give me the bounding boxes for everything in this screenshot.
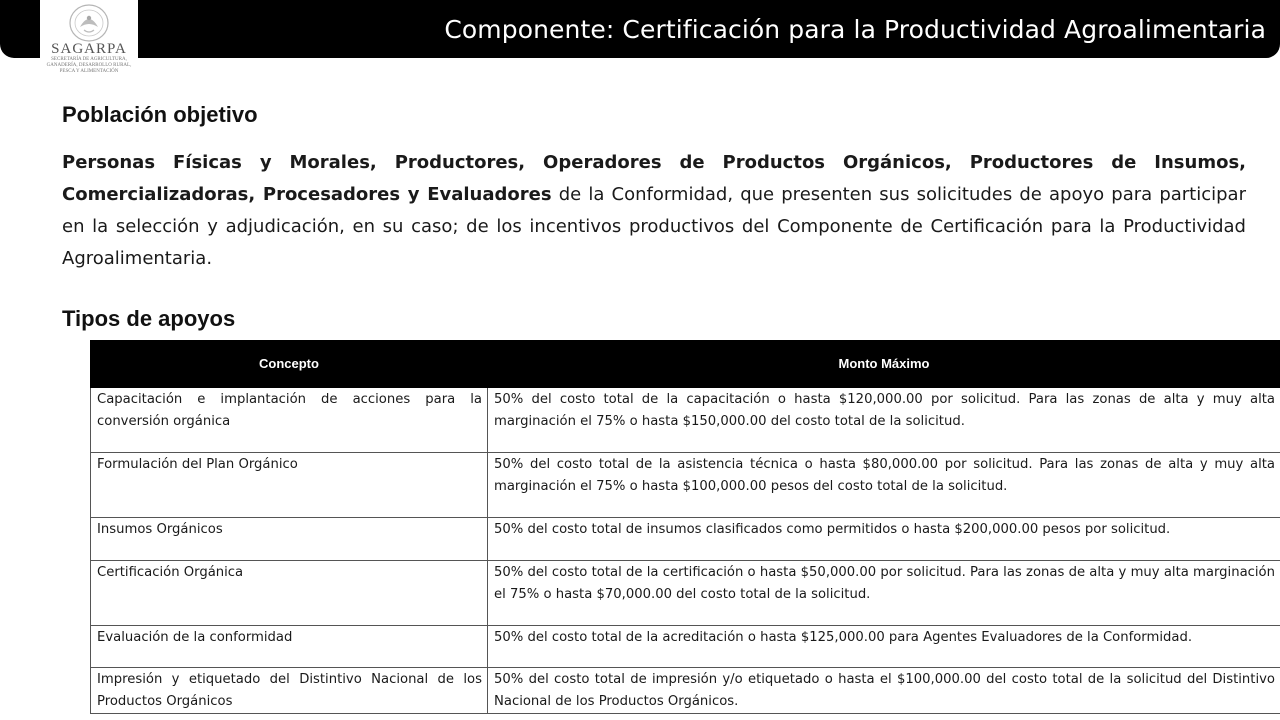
- column-header-concepto: Concepto: [91, 341, 488, 388]
- eagle-seal-icon: [67, 3, 111, 43]
- table-row: [91, 453, 1280, 518]
- cell-concepto: Insumos Orgánicos: [91, 518, 488, 561]
- header-bar: [0, 0, 1280, 58]
- table-row: [91, 388, 1280, 453]
- table-row: [91, 668, 1280, 714]
- apoyos-table: [90, 340, 1280, 714]
- poblacion-heading: Población objetivo: [62, 102, 258, 127]
- cell-concepto: Formulación del Plan Orgánico: [91, 453, 488, 518]
- tipos-heading: Tipos de apoyos: [62, 306, 236, 331]
- poblacion-normal-text: de la Conformidad, que presenten sus solicitudes de apoyo para participar en la selección y adjudicación, en su caso; de los incentivos productivos del Componente de Certificación para la Productividad Agroalimentaria.: [62, 184, 1246, 269]
- logo-subtext: SECRETARÍA DE AGRICULTURA, GANADERÍA, DESARROLLO RURAL, PESCA Y ALIMENTACIÓN: [46, 57, 132, 74]
- cell-concepto: Capacitación e implantación de acciones para la conversión orgánica: [91, 388, 488, 453]
- cell-monto: 50% del costo total de insumos clasificados como permitidos o hasta $200,000.00 pesos por solicitud.: [488, 518, 1280, 561]
- poblacion-bold-text: Personas Físicas y Morales, Productores, Operadores de Productos Orgánicos, Productores de Insumos, Comercializadoras, Procesadores y Evaluadores: [62, 152, 1246, 205]
- cell-monto: 50% del costo total de la capacitación o hasta $120,000.00 por solicitud. Para las zonas de alta y muy alta marginación el 75% o hasta $150,000.00 del costo total de la solicitud.: [488, 388, 1280, 453]
- page-title: Componente: Certificación para la Productividad Agroalimentaria: [444, 15, 1266, 44]
- cell-monto: 50% del costo total de la asistencia técnica o hasta $80,000.00 por solicitud. Para las zonas de alta y muy alta marginación el 75% o hasta $100,000.00 pesos del costo total de la solicitud.: [488, 453, 1280, 518]
- cell-concepto: Certificación Orgánica: [91, 561, 488, 626]
- table-row: [91, 518, 1280, 561]
- cell-monto: 50% del costo total de impresión y/o etiquetado o hasta el $100,000.00 del costo total de la solicitud del Distintivo Nacional de los Productos Orgánicos.: [488, 668, 1280, 714]
- table-row: [91, 626, 1280, 668]
- sagarpa-logo: [40, 0, 138, 84]
- column-header-monto: Monto Máximo: [488, 341, 1280, 388]
- cell-concepto: Evaluación de la conformidad: [91, 626, 488, 668]
- cell-monto: 50% del costo total de la certificación o hasta $50,000.00 por solicitud. Para las zonas de alta y muy alta marginación el 75% o hasta $70,000.00 del costo total de la solicitud.: [488, 561, 1280, 626]
- cell-monto: 50% del costo total de la acreditación o hasta $125,000.00 para Agentes Evaluadores de la Conformidad.: [488, 626, 1280, 668]
- poblacion-paragraph: [62, 147, 1246, 275]
- table-row: [91, 561, 1280, 626]
- table-header-row: [91, 341, 1280, 388]
- logo-wordmark: SAGARPA: [51, 41, 127, 57]
- cell-concepto: Impresión y etiquetado del Distintivo Nacional de los Productos Orgánicos: [91, 668, 488, 714]
